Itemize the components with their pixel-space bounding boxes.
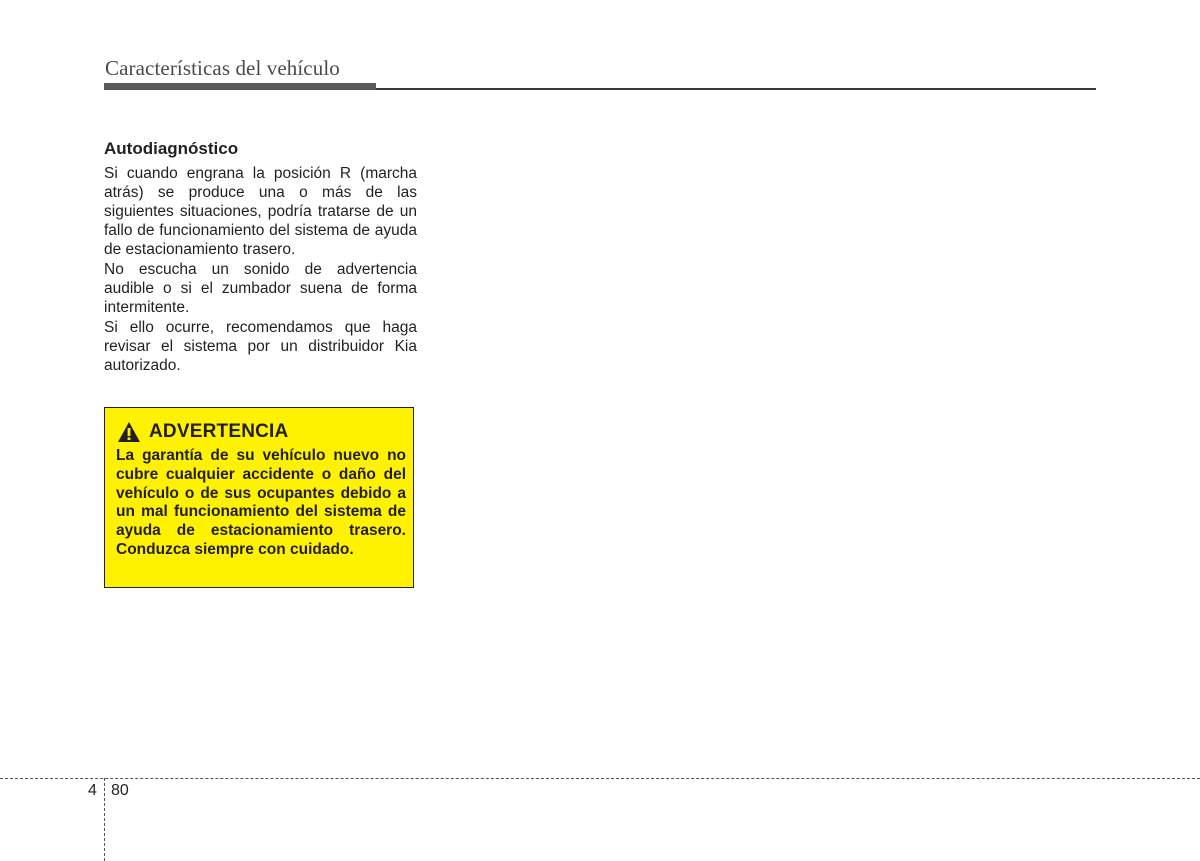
footer-divider — [0, 778, 1200, 779]
warning-title: ADVERTENCIA — [149, 421, 289, 442]
body-paragraph: Si ello ocurre, recomendamos que haga revisar el sistema por un distribuidor Kia autorizado. — [104, 319, 417, 374]
warning-title-row — [117, 421, 288, 443]
running-header-title: Características del vehículo — [105, 56, 340, 80]
warning-text: La garantía de su vehículo nuevo no cubre cualquier accidente o daño del vehículo o de sus ocupantes debido a un mal funcionamiento del sistema de ayuda de estacionamiento trasero. Conduzca siempre con cuidado. — [116, 447, 406, 558]
warning-box — [104, 407, 414, 588]
body-paragraph: No escucha un sonido de advertencia audible o si el zumbador suena de forma intermitente. — [104, 261, 417, 316]
header-rule-thin — [376, 88, 1096, 90]
footer-vertical-divider — [104, 778, 105, 861]
warning-triangle-icon — [117, 421, 141, 443]
chapter-number: 4 — [88, 782, 97, 799]
section-heading: Autodiagnóstico — [104, 139, 239, 158]
header-rule-thick — [104, 83, 376, 90]
body-paragraph: Si cuando engrana la posición R (marcha atrás) se produce una o más de las siguientes situaciones, podría tratarse de un fallo de funcionamiento del sistema de ayuda de estacionamiento trasero. — [104, 165, 417, 258]
page-number: 80 — [111, 782, 129, 799]
body-text-column — [104, 164, 417, 376]
